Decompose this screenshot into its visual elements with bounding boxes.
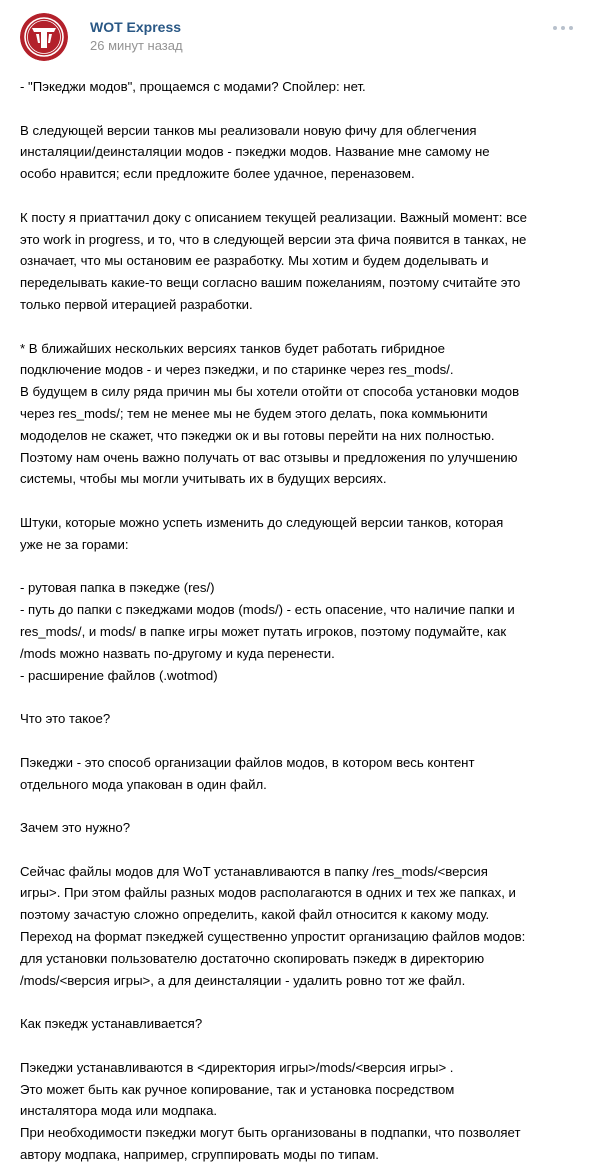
post-text [20, 76, 580, 1166]
post-text-line: мододелов не скажет, что пэкеджи ок и вы готовы перейти на них полностью. [20, 427, 495, 443]
post-header [20, 13, 575, 61]
post-paragraph [20, 1013, 580, 1035]
post-text-line: При необходимости пэкеджи могут быть организованы в подпапки, что позволяет [20, 1125, 521, 1141]
post-text-line: особо нравится; если предложите более удачное, переназовем. [20, 166, 415, 182]
post-paragraph [20, 817, 580, 839]
post-paragraph [20, 1057, 580, 1166]
post-text-line: Штуки, которые можно успеть изменить до следующей версии танков, которая [20, 514, 504, 530]
post-text-line: - расширение файлов (.wotmod) [20, 667, 218, 683]
post-text-line: инсталятора мода или модпака. [20, 1103, 218, 1119]
post-text-line: это work in progress, и то, что в следующей версии эта фича появится в танках, не [20, 231, 527, 247]
post-text-line: системы, чтобы мы могли учитывать их в будущих версиях. [20, 471, 387, 487]
author-name[interactable]: WOT Express [90, 19, 182, 35]
post-paragraph [20, 76, 580, 98]
post-paragraph [20, 752, 580, 796]
post-text-line: Это может быть как ручное копирование, так и установка посредством [20, 1081, 455, 1097]
post-text-line: инсталяции/деинсталяции модов - пэкеджи модов. Название мне самому не [20, 144, 490, 160]
post-text-line: Что это такое? [20, 711, 111, 727]
post-text-line: /mods можно назвать по-другому и куда перенести. [20, 645, 335, 661]
post-text-line: игры>. При этом файлы разных модов располагаются в одних и тех же папках, и [20, 885, 516, 901]
post-text-line: Переход на формат пэкеджей существенно упростит организацию файлов модов: [20, 929, 526, 945]
post-paragraph [20, 708, 580, 730]
post-text-line: - путь до папки с пэкеджами модов (mods/) - есть опасение, что наличие папки и [20, 602, 515, 618]
post-text-line: автору модпака, например, сгруппировать моды по типам. [20, 1147, 379, 1163]
post-text-line: Зачем это нужно? [20, 820, 131, 836]
wot-logo-icon [20, 13, 68, 61]
post-text-line: - "Пэкеджи модов", прощаемся с модами? Спойлер: нет. [20, 79, 366, 94]
post-paragraph [20, 861, 580, 992]
post-text-line: Поэтому нам очень важно получать от вас отзывы и предложения по улучшению [20, 449, 518, 465]
post-text-line: отдельного мода упакован в один файл. [20, 776, 267, 792]
post-text-line: для установки пользователю достаточно скопировать пэкедж в директорию [20, 950, 485, 966]
post-text-line: Как пэкедж устанавливается? [20, 1016, 203, 1032]
post-text-line: К посту я приаттачил доку с описанием текущей реализации. Важный момент: все [20, 209, 527, 225]
avatar[interactable] [20, 13, 68, 61]
post-text-line: подключение модов - и через пэкеджи, и по старинке через res_mods/. [20, 362, 454, 378]
post-text-line: В будущем в силу ряда причин мы бы хотели отойти от способа установки модов [20, 384, 520, 400]
post-text-line: Сейчас файлы модов для WoT устанавливаются в папку /res_mods/<версия [20, 863, 488, 879]
post-text-line: поэтому зачастую сложно определить, какой файл относится к какому моду. [20, 907, 490, 923]
post-text-line: через res_mods/; тем не менее мы не будем этого делать, пока коммьюнити [20, 405, 488, 421]
post-text-line: Пэкеджи - это способ организации файлов модов, в котором весь контент [20, 754, 475, 770]
post-text-line: /mods/<версия игры>, а для деинсталяции - удалить ровно тот же файл. [20, 972, 466, 988]
post-paragraph [20, 577, 580, 686]
post-paragraph [20, 207, 580, 316]
post-paragraph [20, 512, 580, 556]
post-text-line: Пэкеджи устанавливаются в <директория игры>/mods/<версия игры> . [20, 1059, 454, 1075]
post-text-line: уже не за горами: [20, 536, 129, 552]
post-text-line: только первой итерацией разработки. [20, 296, 253, 312]
more-dots-icon[interactable] [551, 21, 575, 35]
post-text-line: - рутовая папка в пэкедже (res/) [20, 580, 215, 596]
post-paragraph [20, 338, 580, 491]
post-text-line: * В ближайших нескольких версиях танков будет работать гибридное [20, 340, 446, 356]
post-timestamp[interactable]: 26 минут назад [90, 38, 183, 53]
post-text-line: В следующей версии танков мы реализовали новую фичу для облегчения [20, 122, 477, 138]
post-text-line: переделывать какие-то вещи согласно вашим пожеланиям, поэтому считайте это [20, 275, 521, 291]
post-text-line: res_mods/, и mods/ в папке игры может путать игроков, поэтому подумайте, как [20, 623, 507, 639]
post-text-line: означает, что мы остановим ее разработку. Мы хотим и будем доделывать и [20, 253, 489, 269]
post-paragraph [20, 120, 580, 185]
